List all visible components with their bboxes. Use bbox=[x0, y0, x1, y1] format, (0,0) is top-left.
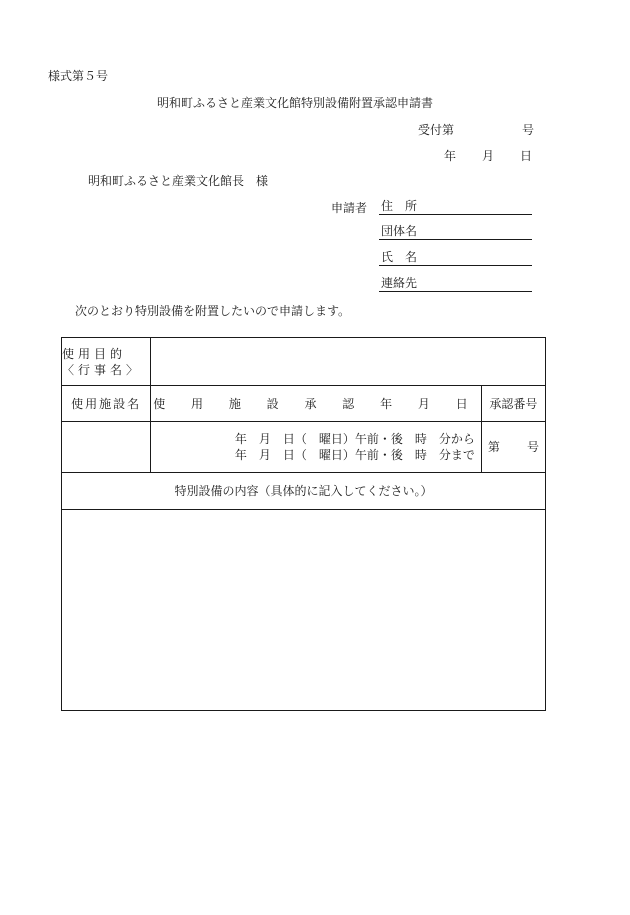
approval-number-header: 承認番号 bbox=[481, 386, 545, 422]
approval-number-prefix: 第 bbox=[487, 440, 500, 454]
address-field[interactable] bbox=[379, 199, 532, 215]
group-label: 団体名 bbox=[381, 224, 418, 238]
purpose-input-cell[interactable] bbox=[151, 338, 546, 386]
usage-period-cell[interactable] bbox=[151, 422, 482, 473]
date-month: 月 bbox=[482, 149, 495, 163]
facility-input-row bbox=[62, 422, 546, 473]
facility-header-row bbox=[62, 386, 546, 422]
receipt-number-line bbox=[418, 123, 535, 137]
equipment-content-input[interactable] bbox=[62, 510, 546, 711]
contact-field[interactable] bbox=[379, 276, 532, 292]
approval-number-cell[interactable] bbox=[481, 422, 545, 473]
equipment-content-row bbox=[62, 510, 546, 711]
facility-name-input-cell[interactable] bbox=[62, 422, 151, 473]
approval-date-header: 使 用 施 設 承 認 年 月 日 bbox=[151, 386, 482, 422]
purpose-label: 使用目的 bbox=[62, 346, 127, 361]
contact-label: 連絡先 bbox=[381, 276, 418, 290]
intro-text: 次のとおり特別設備を附置したいので申請します。 bbox=[75, 304, 351, 318]
usage-end-line: 年 月 日（ 曜日）午前・後 時 分まで bbox=[234, 448, 475, 462]
address-label: 住 所 bbox=[381, 199, 418, 213]
application-table bbox=[61, 337, 546, 711]
purpose-row bbox=[62, 338, 546, 386]
approval-number-suffix: 号 bbox=[526, 440, 539, 454]
form-number: 様式第５号 bbox=[48, 69, 109, 83]
applicant-label: 申請者 bbox=[331, 201, 368, 215]
equipment-header-row bbox=[62, 473, 546, 510]
date-year: 年 bbox=[444, 149, 457, 163]
facility-name-header: 使用施設名 bbox=[62, 386, 151, 422]
name-label: 氏 名 bbox=[381, 250, 418, 264]
date-day: 日 bbox=[520, 149, 533, 163]
usage-start-line: 年 月 日（ 曜日）午前・後 時 分から bbox=[234, 432, 475, 446]
addressee: 明和町ふるさと産業文化館長 様 bbox=[88, 174, 269, 188]
receipt-label: 受付第 bbox=[418, 123, 455, 137]
form-title: 明和町ふるさと産業文化館特別設備附置承認申請書 bbox=[157, 96, 434, 110]
equipment-content-header: 特別設備の内容（具体的に記入してください。） bbox=[62, 473, 546, 510]
group-field[interactable] bbox=[379, 224, 532, 240]
receipt-suffix: 号 bbox=[522, 123, 535, 137]
event-name-label: 〈行事名〉 bbox=[62, 362, 143, 377]
name-field[interactable] bbox=[379, 250, 532, 266]
purpose-label-cell bbox=[62, 338, 151, 386]
